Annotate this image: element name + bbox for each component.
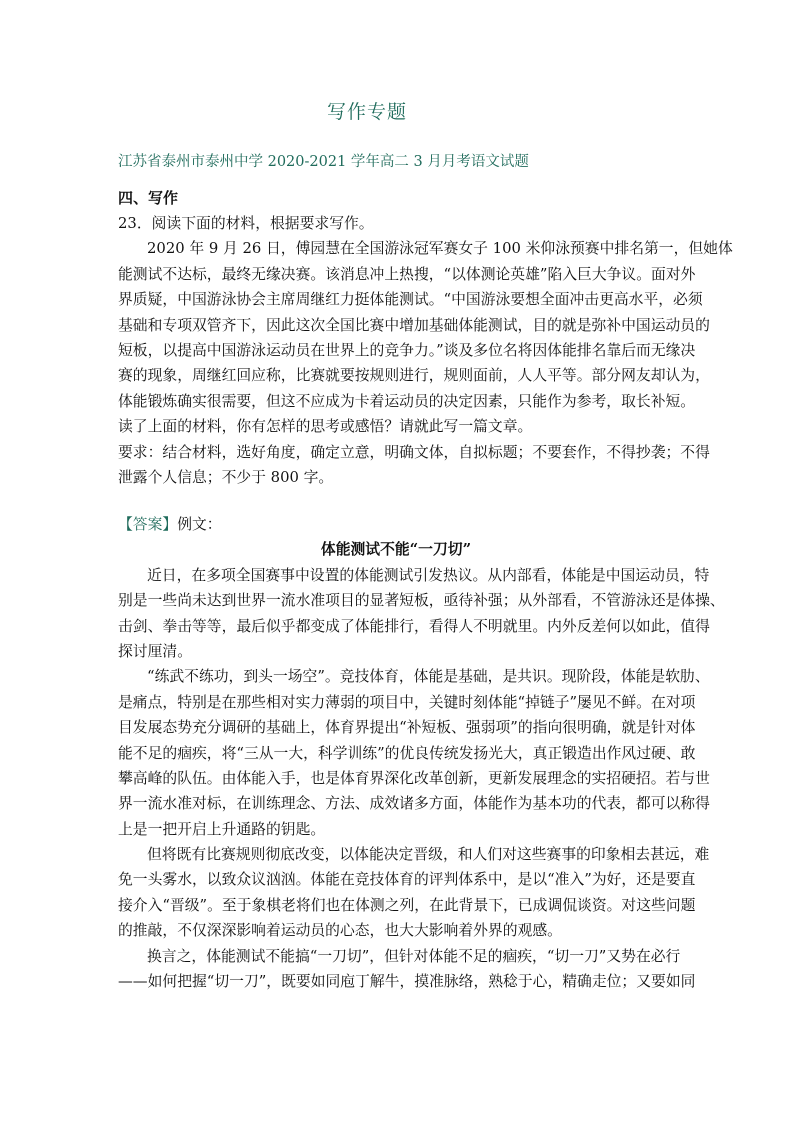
essay-line: “练武不练功，到头一场空”。竞技体育，体能是基础，是共识。现阶段，体能是软肋、 [147, 668, 710, 686]
essay-line: 界一流水准对标，在训练理念、方法、成效诸多方面，体能作为基本功的代表，都可以称得 [118, 795, 710, 813]
essay-line: 攀高峰的队伍。由体能入手，也是体育界深化改革创新，更新发展理念的实招硬招。若与世 [118, 769, 710, 787]
question-block [118, 211, 733, 490]
essay-line: 近日，在多项全国赛事中设置的体能测试引发热议。从内部看，体能是中国运动员，特 [147, 566, 710, 584]
question-line: 要求：结合材料，选好角度，确定立意，明确文体，自拟标题；不要套作，不得抄袭；不得 [118, 443, 710, 461]
essay-line: 免一头雾水，以致众议汹汹。体能在竞技体育的评判体系中，是以“准入”为好，还是要直 [118, 871, 696, 889]
question-line: 泄露个人信息；不少于 800 字。 [118, 468, 334, 486]
answer-label: 例文： [177, 516, 222, 533]
essay-line: 目发展态势充分调研的基础上，体育界提出“补短板、强弱项”的指向很明确，就是针对体 [118, 719, 696, 737]
essay-line: 能不足的痼疾，将“三从一大，科学训练”的优良传统发扬光大，真正锻造出作风过硬、敢 [118, 744, 696, 762]
exam-source: 江苏省泰州市泰州中学 2020-2021 学年高二 3 月月考语文试题 [118, 154, 529, 170]
essay-line: 的推敲，不仅深深影响着运动员的心态，也大大影响着外界的观感。 [118, 922, 562, 940]
answer-heading [118, 512, 674, 537]
essay-line: 击剑、拳击等等，最后似乎都变成了体能排行，看得人不明就里。内外反差何以如此，值得 [118, 617, 710, 635]
question-line: 2020 年 9 月 26 日，傅园慧在全国游泳冠军赛女子 100 米仰泳预赛中排名第一，但她体 [147, 240, 733, 258]
question-line: 能测试不达标，最终无缘决赛。该消息冲上热搜，“以体测论英雄”陷入巨大争议。面对外 [118, 265, 696, 283]
essay-line: 但将既有比赛规则彻底改变，以体能决定晋级，和人们对这些赛事的印象相去甚远，难 [147, 846, 710, 864]
essay-title: 体能测试不能“一刀切” [320, 541, 472, 559]
question-line: 赛的现象，周继红回应称，比赛就要按规则进行，规则面前，人人平等。部分网友却认为， [118, 367, 710, 385]
essay-line: 是痛点，特别是在那些相对实力薄弱的项目中，关键时刻体能“掉链子”屡见不鲜。在对项 [118, 693, 696, 711]
question-line: 读了上面的材料，你有怎样的思考或感悟？请就此写一篇文章。 [118, 418, 533, 436]
essay-line: 接介入“晋级”。至于象棋老将们也在体测之列，在此背景下，已成调侃谈资。对这些问题 [118, 896, 696, 914]
section-heading: 四、写作 [118, 189, 179, 207]
question-line: 23．阅读下面的材料，根据要求写作。 [118, 215, 374, 232]
essay-line: 换言之，体能测试不能搞“一刀切”，但针对体能不足的痼疾，“切一刀”又势在必行 [147, 947, 681, 965]
question-line: 界质疑，中国游泳协会主席周继红力挺体能测试。“中国游泳要想全面冲击更高水平，必须 [118, 291, 703, 309]
question-line: 短板，以提高中国游泳运动员在世界上的竞争力。”谈及多位名将因体能排名靠后而无缘决 [118, 341, 696, 359]
essay-line: ——如何把握“切一刀”，既要如同庖丁解牛，摸准脉络，熟稔于心，精确走位；又要如同 [118, 973, 696, 991]
answer-tag: 【答案】 [118, 516, 178, 533]
essay-line: 别是一些尚未达到世界一流水准项目的显著短板，亟待补强；从外部看，不管游泳还是体操、 [118, 592, 725, 610]
question-line: 体能锻炼确实很需要，但这不应成为卡着运动员的决定因素，只能作为参考，取长补短。 [118, 392, 696, 410]
document-title: 写作专题 [326, 101, 407, 123]
answer-block [118, 512, 725, 994]
essay-line: 上是一把开启上升通路的钥匙。 [118, 820, 326, 838]
essay-line: 探讨厘清。 [118, 642, 192, 660]
question-line: 基础和专项双管齐下，因此这次全国比赛中增加基础体能测试，目的就是弥补中国运动员的 [118, 316, 710, 334]
